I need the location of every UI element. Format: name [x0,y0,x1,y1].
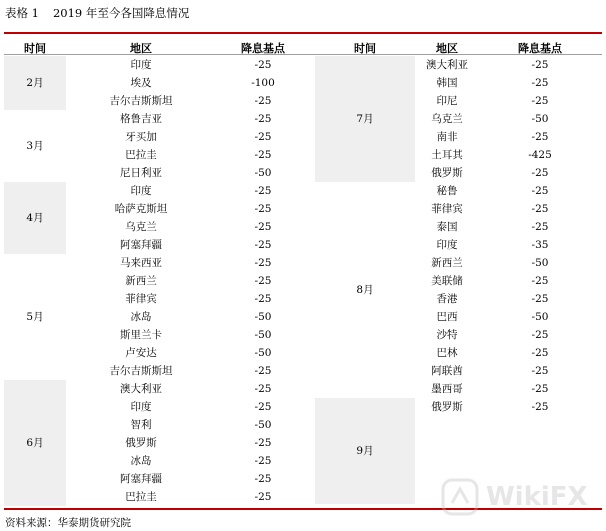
header-region-right: 地区 [436,42,458,55]
header-time-left: 时间 [24,42,46,55]
header-top-rule [4,32,602,34]
cut-cell: -50 [531,311,549,323]
region-cell: 哈萨克斯坦 [114,203,168,215]
region-cell: 巴拉圭 [125,149,157,161]
cut-cell: -50 [254,419,272,431]
cut-cell: -25 [531,131,549,143]
caption-text: 2019 年至今各国降息情况 [52,6,190,20]
region-cell: 卢安达 [125,347,157,359]
month-label: 2月 [26,77,44,89]
region-cell: 印尼 [436,95,458,107]
cut-cell: -25 [254,113,272,125]
cut-cell: -50 [531,113,549,125]
region-cell: 新西兰 [431,257,463,269]
cut-cell: -50 [254,329,272,341]
region-cell: 香港 [436,293,458,305]
header-cut-left: 降息基点 [241,42,285,55]
cut-cell: -25 [254,221,272,233]
region-cell: 沙特 [436,329,458,341]
region-cell: 土耳其 [431,149,463,161]
header-region-left: 地区 [130,42,152,55]
region-cell: 澳大利亚 [426,59,468,71]
cut-cell: -25 [254,455,272,467]
region-cell: 阿联酋 [431,365,463,377]
region-cell: 泰国 [436,221,458,233]
cut-cell: -25 [531,59,549,71]
region-cell: 印度 [436,239,458,251]
region-cell: 韩国 [436,77,458,89]
wikifx-logo-icon [440,477,480,517]
region-cell: 吉尔吉斯斯坦 [109,365,173,377]
region-cell: 俄罗斯 [125,437,157,449]
cut-cell: -50 [254,167,272,179]
region-cell: 埃及 [130,77,152,89]
watermark [440,472,600,522]
cut-cell: -25 [531,95,549,107]
region-cell: 斯里兰卡 [120,329,162,341]
table-caption [5,5,203,21]
region-cell: 乌克兰 [431,113,463,125]
region-cell: 俄罗斯 [431,167,463,179]
region-cell: 印度 [130,401,152,413]
region-cell: 阿塞拜疆 [120,473,162,485]
cut-cell: -25 [531,167,549,179]
region-cell: 墨西哥 [431,383,463,395]
cut-cell: -25 [531,383,549,395]
region-cell: 格鲁吉亚 [120,113,162,125]
region-cell: 巴林 [436,347,458,359]
cut-cell: -25 [531,401,549,413]
cut-cell: -25 [531,275,549,287]
region-cell: 牙买加 [125,131,157,143]
cut-cell: -25 [254,437,272,449]
cut-cell: -100 [251,77,275,89]
watermark-text: WikiFX [486,482,588,512]
cut-cell: -25 [531,329,549,341]
cut-cell: -25 [254,203,272,215]
cut-cell: -25 [254,185,272,197]
cut-cell: -50 [254,347,272,359]
cut-cell: -25 [531,365,549,377]
region-cell: 马来西亚 [120,257,162,269]
cut-cell: -25 [254,239,272,251]
header-time-right: 时间 [354,42,376,55]
cut-cell: -25 [531,77,549,89]
region-cell: 尼日利亚 [120,167,162,179]
region-cell: 印度 [130,59,152,71]
region-cell: 冰岛 [130,455,152,467]
cut-cell: -25 [531,203,549,215]
cut-cell: -25 [254,473,272,485]
month-label: 4月 [26,212,44,224]
cut-cell: -25 [254,275,272,287]
cut-cell: -25 [254,59,272,71]
cut-cell: -25 [531,185,549,197]
cut-cell: -25 [254,383,272,395]
region-cell: 南非 [436,131,458,143]
region-cell: 巴拉圭 [125,491,157,503]
region-cell: 澳大利亚 [120,383,162,395]
month-label: 8月 [356,284,374,296]
month-label: 5月 [26,311,44,323]
month-label: 9月 [356,445,374,457]
cut-cell: -25 [531,221,549,233]
cut-cell: -25 [531,293,549,305]
month-label: 6月 [26,437,44,449]
header-cut-right: 降息基点 [518,42,562,55]
source-note: 资料来源：华泰期货研究院 [5,517,131,529]
region-cell: 印度 [130,185,152,197]
region-cell: 菲律宾 [431,203,463,215]
cut-cell: -25 [254,131,272,143]
region-cell: 俄罗斯 [431,401,463,413]
month-label: 7月 [356,113,374,125]
cut-cell: -50 [531,257,549,269]
cut-cell: -25 [254,95,272,107]
cut-cell: -25 [254,149,272,161]
cut-cell: -25 [254,365,272,377]
region-cell: 吉尔吉斯斯坦 [109,95,173,107]
cut-cell: -25 [531,347,549,359]
cut-cell: -25 [254,401,272,413]
region-cell: 新西兰 [125,275,157,287]
caption-label: 表格 1 [5,6,39,20]
cut-cell: -35 [531,239,549,251]
cut-cell: -25 [254,257,272,269]
region-cell: 美联储 [431,275,463,287]
region-cell: 菲律宾 [125,293,157,305]
cut-cell: -25 [254,491,272,503]
region-cell: 秘鲁 [436,185,458,197]
region-cell: 巴西 [436,311,458,323]
region-cell: 阿塞拜疆 [120,239,162,251]
region-cell: 乌克兰 [125,221,157,233]
cut-cell: -50 [254,311,272,323]
cut-cell: -425 [528,149,552,161]
region-cell: 智利 [130,419,152,431]
month-label: 3月 [26,140,44,152]
region-cell: 冰岛 [130,311,152,323]
cut-cell: -25 [254,293,272,305]
